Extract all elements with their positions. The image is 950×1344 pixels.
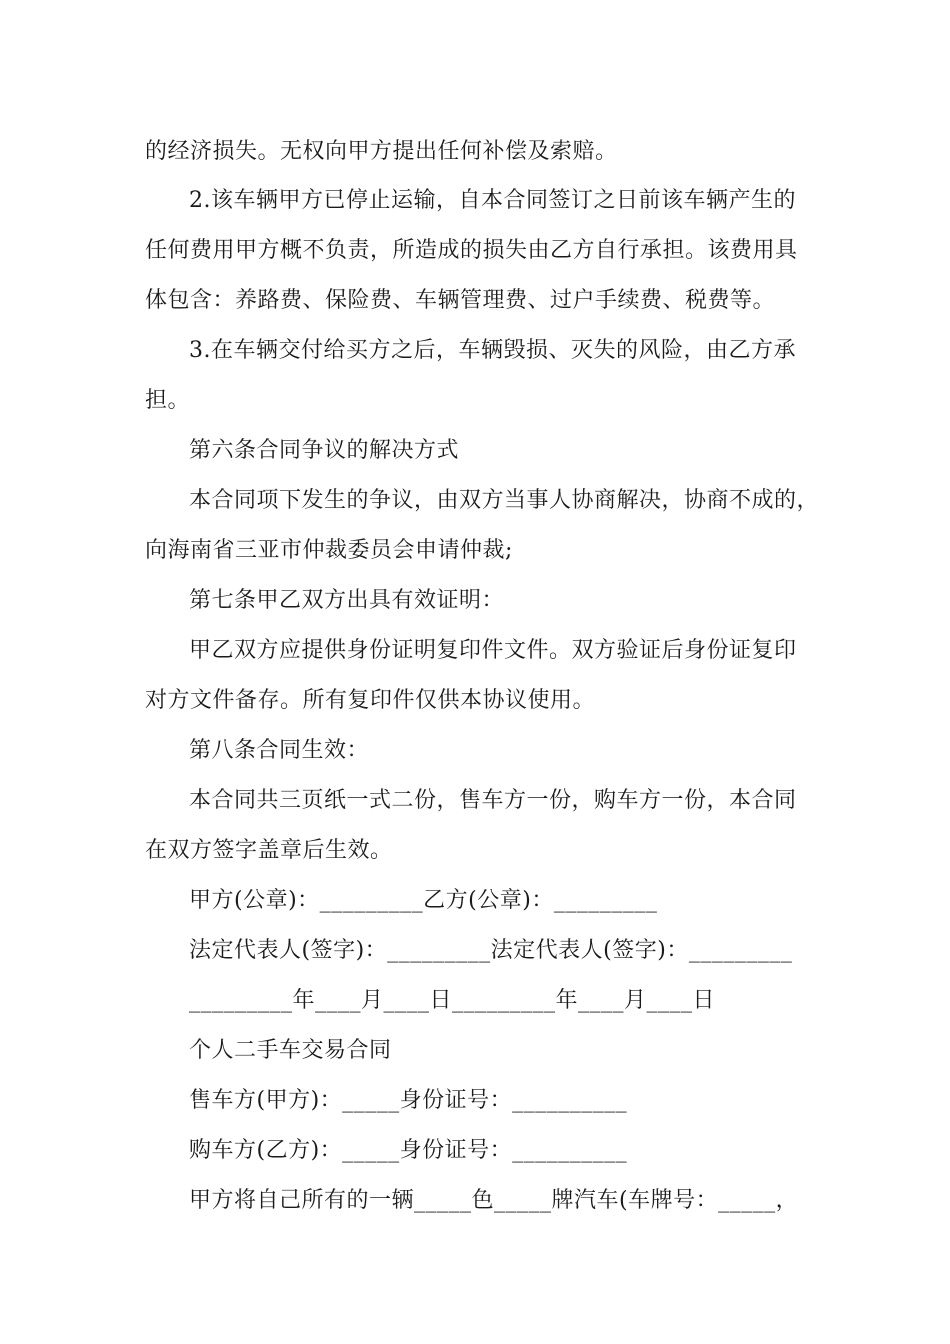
- article-8-heading: 第八条合同生效：: [189, 738, 370, 763]
- text-line-dispute: 本合同项下发生的争议，由双方当事人协商解决，协商不成的，: [189, 488, 820, 513]
- vehicle-info-line: 甲方将自己所有的一辆_____色_____牌汽车(车牌号：_____，: [189, 1188, 799, 1213]
- text-line-clause-3: 3.在车辆交付给买方之后，车辆毁损、灭失的风险，由乙方承: [189, 338, 796, 363]
- text-line-effective: 在双方签字盖章后生效。: [145, 838, 393, 863]
- text-line-economic-loss: 的经济损失。无权向甲方提出任何补偿及索赔。: [145, 139, 618, 164]
- text-line-clause-3-cont: 担。: [145, 388, 191, 413]
- signature-line-dates: _________年____月____日_________年____月____日: [189, 988, 716, 1013]
- signature-line-representatives: 法定代表人(签字)：_________法定代表人(签字)：_________: [189, 938, 793, 963]
- text-line-clause-2-fees: 体包含：养路费、保险费、车辆管理费、过户手续费、税费等。: [145, 288, 776, 313]
- article-7-heading: 第七条甲乙双方出具有效证明：: [189, 588, 505, 613]
- article-6-heading: 第六条合同争议的解决方式: [189, 438, 460, 463]
- text-line-clause-2: 2.该车辆甲方已停止运输，自本合同签订之日前该车辆产生的: [189, 188, 796, 213]
- contract-title: 个人二手车交易合同: [189, 1038, 392, 1063]
- signature-line-seals: 甲方(公章)：_________乙方(公章)：_________: [189, 888, 658, 913]
- buyer-info-line: 购车方(乙方)：_____身份证号：__________: [189, 1138, 628, 1163]
- seller-info-line: 售车方(甲方)：_____身份证号：__________: [189, 1088, 628, 1113]
- text-line-copies: 本合同共三页纸一式二份，售车方一份，购车方一份，本合同: [189, 788, 797, 813]
- text-line-clause-2-cont: 任何费用甲方概不负责，所造成的损失由乙方自行承担。该费用具: [145, 238, 798, 263]
- text-line-id-proof-cont: 对方文件备存。所有复印件仅供本协议使用。: [145, 688, 596, 713]
- text-line-id-proof: 甲乙双方应提供身份证明复印件文件。双方验证后身份证复印: [189, 638, 797, 663]
- text-line-arbitration: 向海南省三亚市仲裁委员会申请仲裁;: [145, 538, 513, 563]
